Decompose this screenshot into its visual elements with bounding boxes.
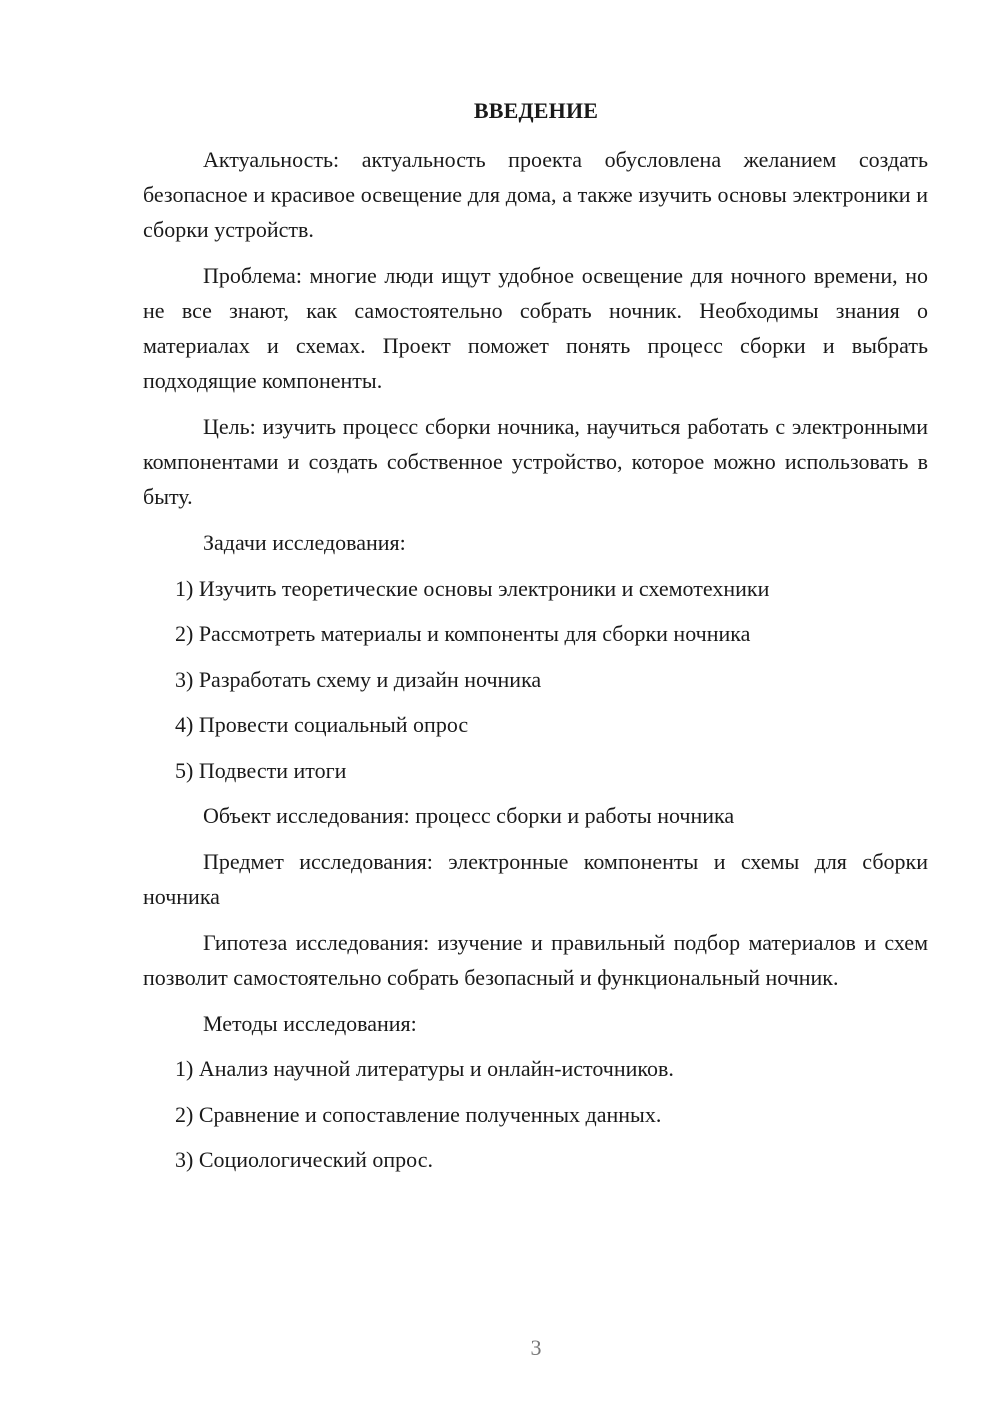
methods-heading: Методы исследования: — [203, 1010, 417, 1036]
list-item: 1) Изучить теоретические основы электроники и схемотехники — [175, 575, 770, 601]
page-number: 3 — [530, 1335, 542, 1360]
goal-paragraph: Цель: изучить процесс сборки ночника, научиться работать с электронными компонентами и создать собственное устройство, которое можно использовать в быту. — [143, 414, 928, 509]
subject-paragraph: Предмет исследования: электронные компоненты и схемы для сборки ночника — [143, 848, 928, 909]
methods-list — [143, 1051, 928, 1177]
tasks-list — [143, 571, 928, 788]
list-item: 3) Социологический опрос. — [175, 1147, 433, 1172]
list-item: 3) Разработать схему и дизайн ночника — [175, 666, 542, 692]
section-body — [143, 142, 928, 1188]
object-paragraph: Объект исследования: процесс сборки и работы ночника — [203, 803, 735, 828]
problem-paragraph: Проблема: многие люди ищут удобное освещение для ночного времени, но не все знают, как самостоятельно собрать ночник. Необходимы знания о материалах и схемах. Проект поможет понять процесс сборки и выбрать подходящие компоненты. — [143, 263, 928, 393]
list-item: 2) Рассмотреть материалы и компоненты для сборки ночника — [175, 621, 751, 646]
tasks-heading: Задачи исследования: — [203, 530, 406, 555]
list-item: 5) Подвести итоги — [175, 757, 347, 783]
hypothesis-paragraph: Гипотеза исследования: изучение и правильный подбор материалов и схем позволит самостоятельно собрать безопасный и функциональный ночник. — [143, 929, 928, 990]
list-item: 2) Сравнение и сопоставление полученных данных. — [175, 1101, 662, 1127]
list-item: 1) Анализ научной литературы и онлайн-источников. — [175, 1056, 674, 1081]
relevance-paragraph: Актуальность: актуальность проекта обусловлена желанием создать безопасное и красивое освещение для дома, а также изучить основы электроники и сборки устройств. — [143, 147, 928, 242]
list-item: 4) Провести социальный опрос — [175, 712, 469, 737]
section-title: ВВЕДЕНИЕ — [473, 98, 599, 123]
